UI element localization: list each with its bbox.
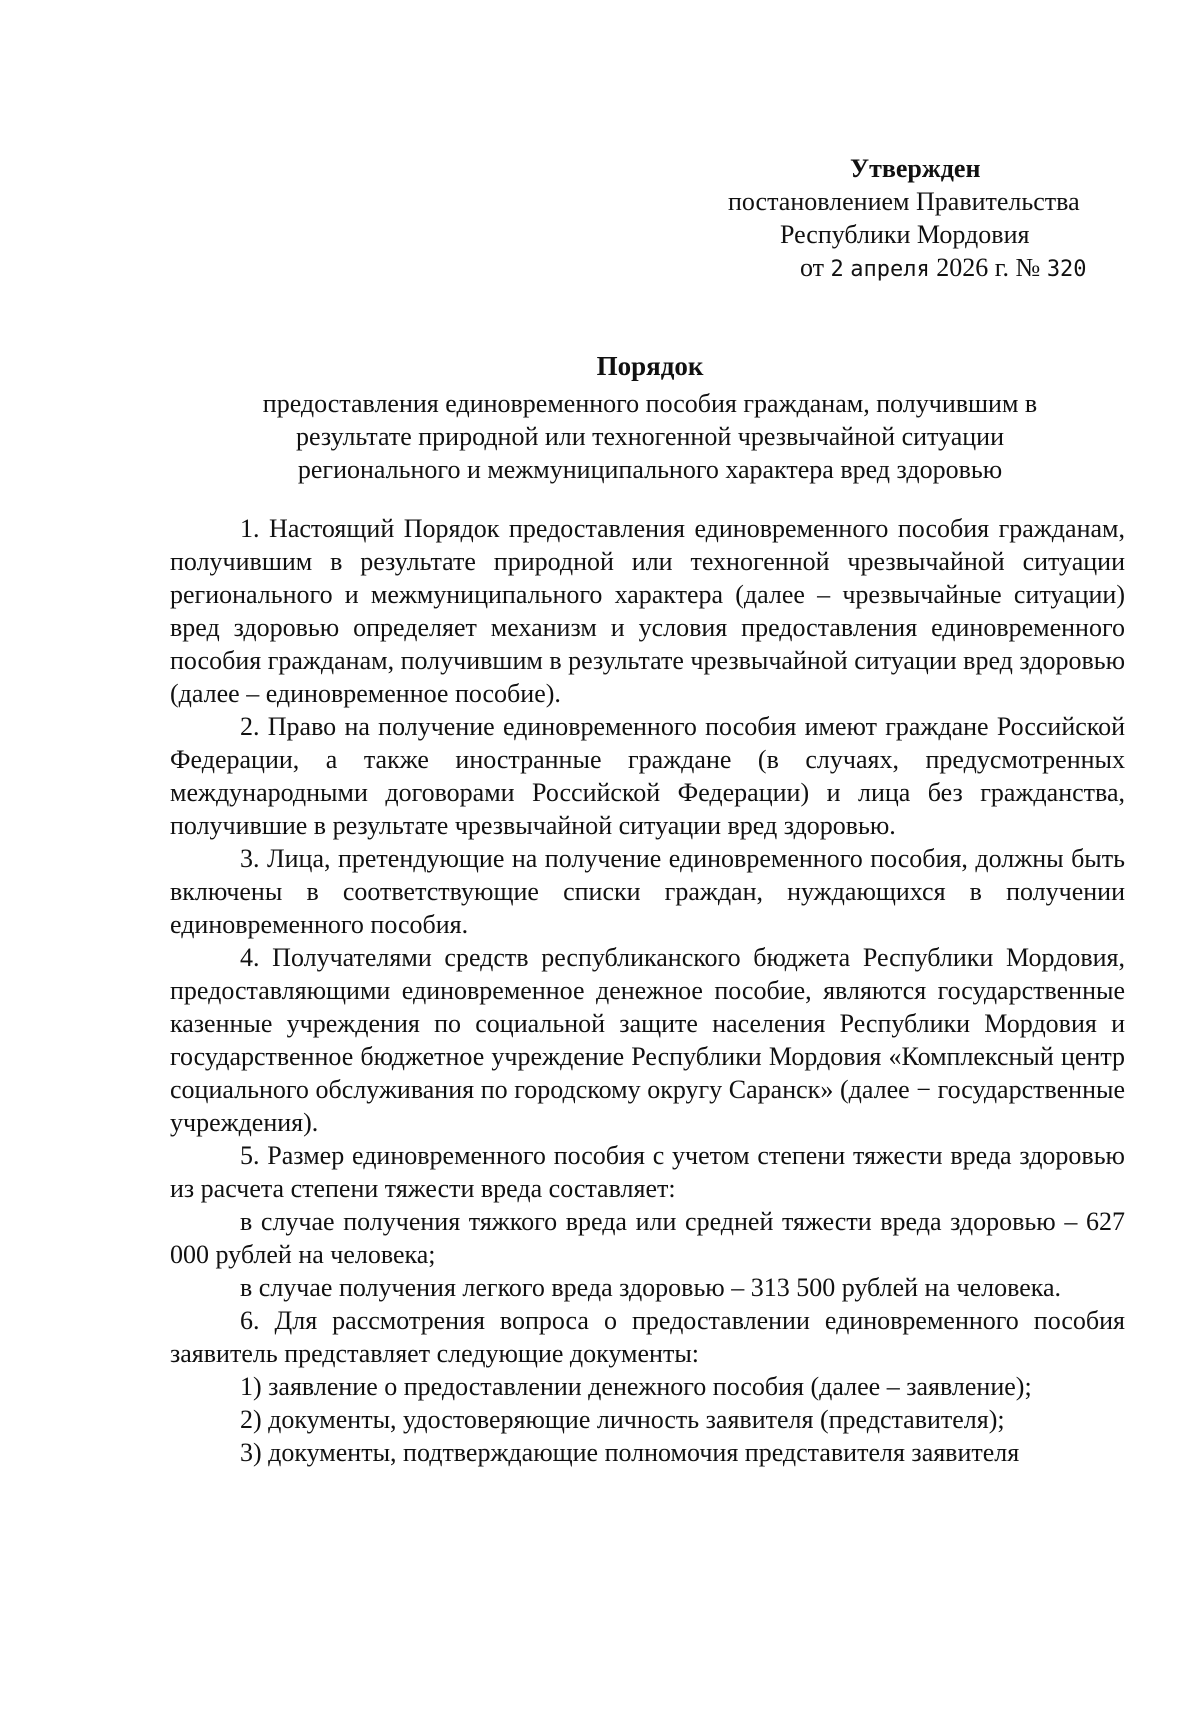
document-heading: Порядок xyxy=(596,351,704,381)
document-body xyxy=(170,512,1125,1469)
list-item-2: 2) документы, удостоверяющие личность заявителя (представителя); xyxy=(240,1405,1005,1434)
paragraph-4: 4. Получателями средств республиканского бюджета Республики Мордовия, предоставляющими единовременное денежное пособие, являются государственные казенные учреждения по социальной защите населения Республики Мордовия и государственное бюджетное учреждение Республики Мордовия «Комплексный центр социального обслуживания по городскому округу Саранск» (далее − государственные учреждения). xyxy=(170,943,1125,1137)
list-item-1: 1) заявление о предоставлении денежного пособия (далее – заявление); xyxy=(240,1372,1032,1401)
paragraph-5-severe: в случае получения тяжкого вреда или средней тяжести вреда здоровью – 627 000 рублей на человека; xyxy=(170,1207,1125,1269)
paragraph-5: 5. Размер единовременного пособия с учетом степени тяжести вреда здоровью из расчета степени тяжести вреда составляет: xyxy=(170,1141,1125,1203)
title-line-2: результате природной или техногенной чрезвычайной ситуации xyxy=(296,422,1004,451)
list-item-3: 3) документы, подтверждающие полномочия представителя заявителя xyxy=(240,1438,1020,1467)
decree-number: 320 xyxy=(1046,257,1087,282)
approved-label: Утвержден xyxy=(850,154,981,183)
date-day: 2 xyxy=(830,257,844,282)
paragraph-5-light: в случае получения легкого вреда здоровью – 313 500 рублей на человека. xyxy=(240,1273,1062,1302)
paragraph-3: 3. Лица, претендующие на получение единовременного пособия, должны быть включены в соответствующие списки граждан, нуждающихся в получении единовременного пособия. xyxy=(170,844,1125,939)
approval-stamp-block xyxy=(700,152,1160,286)
date-year: 2026 г. № xyxy=(936,253,1041,282)
date-prefix: от xyxy=(800,253,825,282)
approval-line-1: постановлением Правительства xyxy=(728,187,1080,216)
approval-date-line xyxy=(700,251,1160,286)
document-title-block xyxy=(170,350,1130,486)
title-line-1: предоставления единовременного пособия гражданам, получившим в xyxy=(262,389,1038,418)
paragraph-6: 6. Для рассмотрения вопроса о предоставлении единовременного пособия заявитель представляет следующие документы: xyxy=(170,1306,1125,1368)
date-month: апреля xyxy=(850,257,930,282)
paragraph-1: 1. Настоящий Порядок предоставления единовременного пособия гражданам, получившим в результате природной или техногенной чрезвычайной ситуации регионального и межмуниципального характера (далее – чрезвычайные ситуации) вред здоровью определяет механизм и условия предоставления единовременного пособия гражданам, получившим в результате чрезвычайной ситуации вред здоровью (далее – единовременное пособие). xyxy=(170,514,1125,708)
approval-line-2: Республики Мордовия xyxy=(780,220,1030,249)
paragraph-2: 2. Право на получение единовременного пособия имеют граждане Российской Федерации, а также иностранные граждане (в случаях, предусмотренных международными договорами Российской Федерации) и лица без гражданства, получившие в результате чрезвычайной ситуации вред здоровью. xyxy=(170,712,1125,840)
title-line-3: регионального и межмуниципального характера вред здоровью xyxy=(297,455,1003,484)
